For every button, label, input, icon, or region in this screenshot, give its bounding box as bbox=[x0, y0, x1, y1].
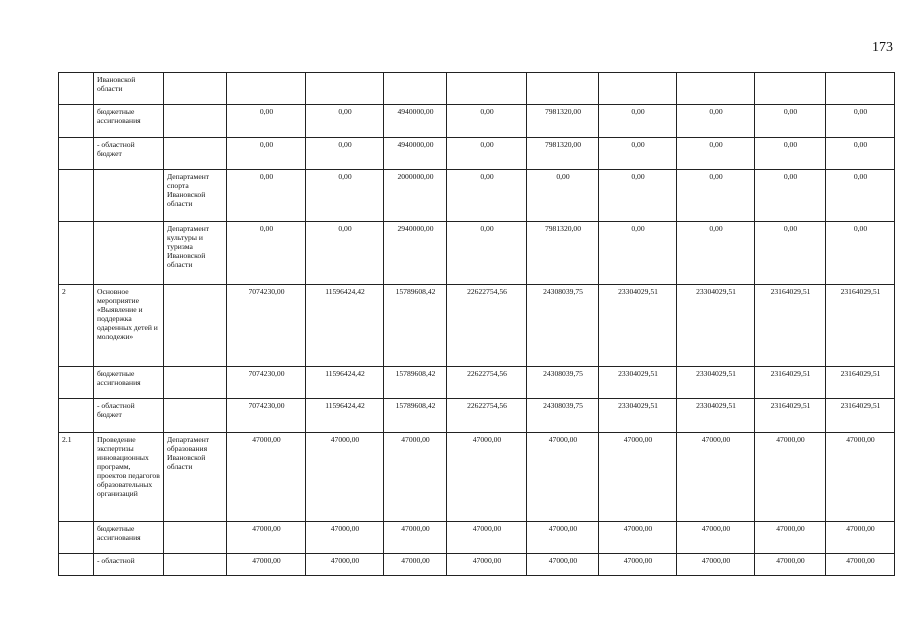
amount-cell: 47000,00 bbox=[599, 433, 677, 522]
amount-cell: 22622754,56 bbox=[447, 367, 527, 399]
amount-cell: 0,00 bbox=[227, 138, 306, 170]
amount-cell: 15789608,42 bbox=[384, 399, 447, 433]
amount-cell: 11596424,42 bbox=[306, 399, 384, 433]
item-name-cell: - областной бюджет bbox=[94, 138, 164, 170]
item-name-cell: - областной бюджет bbox=[94, 399, 164, 433]
amount-cell: 0,00 bbox=[826, 170, 895, 222]
amount-cell: 0,00 bbox=[677, 222, 755, 285]
amount-cell: 0,00 bbox=[447, 222, 527, 285]
row-number-cell bbox=[59, 367, 94, 399]
amount-cell: 47000,00 bbox=[447, 433, 527, 522]
amount-cell: 0,00 bbox=[599, 170, 677, 222]
table-row bbox=[59, 433, 895, 522]
amount-cell bbox=[527, 73, 599, 105]
amount-cell: 47000,00 bbox=[599, 522, 677, 554]
amount-cell: 7981320,00 bbox=[527, 105, 599, 138]
amount-cell: 23164029,51 bbox=[826, 285, 895, 367]
amount-cell: 0,00 bbox=[447, 170, 527, 222]
table-row bbox=[59, 367, 895, 399]
item-name-cell: бюджетные ассигнования bbox=[94, 367, 164, 399]
item-name-cell: Основное мероприятие «Выявление и поддержка одаренных детей и молодежи» bbox=[94, 285, 164, 367]
amount-cell: 7981320,00 bbox=[527, 138, 599, 170]
amount-cell bbox=[447, 73, 527, 105]
amount-cell: 47000,00 bbox=[527, 433, 599, 522]
amount-cell: 47000,00 bbox=[826, 522, 895, 554]
amount-cell: 47000,00 bbox=[227, 554, 306, 576]
row-number-cell bbox=[59, 222, 94, 285]
table-row bbox=[59, 170, 895, 222]
amount-cell: 0,00 bbox=[599, 222, 677, 285]
amount-cell bbox=[677, 73, 755, 105]
amount-cell: 0,00 bbox=[599, 138, 677, 170]
amount-cell: 0,00 bbox=[527, 170, 599, 222]
row-number-cell bbox=[59, 105, 94, 138]
amount-cell: 0,00 bbox=[755, 222, 826, 285]
amount-cell: 23304029,51 bbox=[599, 399, 677, 433]
page-number: 173 bbox=[872, 40, 893, 55]
row-number-cell: 2 bbox=[59, 285, 94, 367]
table-row bbox=[59, 285, 895, 367]
amount-cell: 0,00 bbox=[227, 170, 306, 222]
amount-cell: 47000,00 bbox=[826, 433, 895, 522]
amount-cell: 0,00 bbox=[599, 105, 677, 138]
table-row bbox=[59, 399, 895, 433]
amount-cell: 15789608,42 bbox=[384, 367, 447, 399]
amount-cell: 0,00 bbox=[677, 170, 755, 222]
budget-table bbox=[58, 72, 895, 576]
row-number-cell bbox=[59, 138, 94, 170]
executor-cell bbox=[164, 73, 227, 105]
amount-cell: 0,00 bbox=[826, 138, 895, 170]
amount-cell bbox=[826, 73, 895, 105]
amount-cell: 23304029,51 bbox=[599, 367, 677, 399]
amount-cell: 47000,00 bbox=[227, 433, 306, 522]
amount-cell: 47000,00 bbox=[677, 433, 755, 522]
amount-cell: 47000,00 bbox=[677, 554, 755, 576]
row-number-cell: 2.1 bbox=[59, 433, 94, 522]
table-row bbox=[59, 554, 895, 576]
executor-cell: Департамент образования Ивановской области bbox=[164, 433, 227, 522]
item-name-cell: бюджетные ассигнования bbox=[94, 105, 164, 138]
executor-cell bbox=[164, 285, 227, 367]
amount-cell: 23304029,51 bbox=[599, 285, 677, 367]
amount-cell: 0,00 bbox=[447, 138, 527, 170]
amount-cell: 23304029,51 bbox=[677, 285, 755, 367]
table-row bbox=[59, 222, 895, 285]
amount-cell: 23164029,51 bbox=[826, 399, 895, 433]
executor-cell bbox=[164, 399, 227, 433]
amount-cell: 47000,00 bbox=[227, 522, 306, 554]
amount-cell: 47000,00 bbox=[826, 554, 895, 576]
executor-cell bbox=[164, 554, 227, 576]
amount-cell: 0,00 bbox=[306, 138, 384, 170]
amount-cell: 2000000,00 bbox=[384, 170, 447, 222]
amount-cell: 24308039,75 bbox=[527, 285, 599, 367]
amount-cell bbox=[227, 73, 306, 105]
item-name-cell: Ивановской области bbox=[94, 73, 164, 105]
amount-cell: 0,00 bbox=[447, 105, 527, 138]
amount-cell: 7074230,00 bbox=[227, 367, 306, 399]
row-number-cell bbox=[59, 554, 94, 576]
amount-cell: 24308039,75 bbox=[527, 367, 599, 399]
amount-cell bbox=[755, 73, 826, 105]
amount-cell bbox=[306, 73, 384, 105]
amount-cell: 47000,00 bbox=[755, 433, 826, 522]
amount-cell: 7074230,00 bbox=[227, 399, 306, 433]
amount-cell: 47000,00 bbox=[527, 522, 599, 554]
amount-cell: 23304029,51 bbox=[677, 399, 755, 433]
item-name-cell: бюджетные ассигнования bbox=[94, 522, 164, 554]
row-number-cell bbox=[59, 522, 94, 554]
amount-cell: 0,00 bbox=[227, 105, 306, 138]
amount-cell: 0,00 bbox=[677, 138, 755, 170]
row-number-cell bbox=[59, 170, 94, 222]
amount-cell: 0,00 bbox=[306, 170, 384, 222]
amount-cell: 7074230,00 bbox=[227, 285, 306, 367]
amount-cell: 23164029,51 bbox=[755, 285, 826, 367]
amount-cell: 2940000,00 bbox=[384, 222, 447, 285]
amount-cell: 0,00 bbox=[677, 105, 755, 138]
executor-cell bbox=[164, 105, 227, 138]
amount-cell: 0,00 bbox=[826, 222, 895, 285]
executor-cell bbox=[164, 138, 227, 170]
table-row bbox=[59, 73, 895, 105]
row-number-cell bbox=[59, 399, 94, 433]
amount-cell: 0,00 bbox=[826, 105, 895, 138]
amount-cell: 11596424,42 bbox=[306, 285, 384, 367]
amount-cell: 0,00 bbox=[306, 105, 384, 138]
amount-cell: 7981320,00 bbox=[527, 222, 599, 285]
item-name-cell: - областной bbox=[94, 554, 164, 576]
amount-cell: 47000,00 bbox=[306, 522, 384, 554]
amount-cell: 0,00 bbox=[755, 138, 826, 170]
amount-cell: 47000,00 bbox=[599, 554, 677, 576]
row-number-cell bbox=[59, 73, 94, 105]
executor-cell bbox=[164, 522, 227, 554]
amount-cell: 23164029,51 bbox=[826, 367, 895, 399]
amount-cell: 47000,00 bbox=[306, 433, 384, 522]
amount-cell: 4940000,00 bbox=[384, 105, 447, 138]
amount-cell: 0,00 bbox=[755, 105, 826, 138]
executor-cell: Департамент спорта Ивановской области bbox=[164, 170, 227, 222]
executor-cell: Департамент культуры и туризма Ивановской области bbox=[164, 222, 227, 285]
amount-cell: 47000,00 bbox=[447, 522, 527, 554]
amount-cell: 23304029,51 bbox=[677, 367, 755, 399]
amount-cell: 47000,00 bbox=[527, 554, 599, 576]
amount-cell bbox=[384, 73, 447, 105]
amount-cell: 47000,00 bbox=[677, 522, 755, 554]
amount-cell: 0,00 bbox=[755, 170, 826, 222]
item-name-cell: Проведение экспертизы инновационных программ, проектов педагогов образовательных организаций bbox=[94, 433, 164, 522]
table-row bbox=[59, 522, 895, 554]
table-row bbox=[59, 105, 895, 138]
executor-cell bbox=[164, 367, 227, 399]
table-row bbox=[59, 138, 895, 170]
amount-cell: 47000,00 bbox=[384, 522, 447, 554]
amount-cell: 4940000,00 bbox=[384, 138, 447, 170]
amount-cell: 23164029,51 bbox=[755, 367, 826, 399]
amount-cell: 47000,00 bbox=[384, 433, 447, 522]
amount-cell: 22622754,56 bbox=[447, 399, 527, 433]
item-name-cell bbox=[94, 170, 164, 222]
amount-cell: 47000,00 bbox=[755, 554, 826, 576]
item-name-cell bbox=[94, 222, 164, 285]
amount-cell: 0,00 bbox=[227, 222, 306, 285]
amount-cell bbox=[599, 73, 677, 105]
amount-cell: 0,00 bbox=[306, 222, 384, 285]
amount-cell: 47000,00 bbox=[306, 554, 384, 576]
amount-cell: 47000,00 bbox=[755, 522, 826, 554]
amount-cell: 11596424,42 bbox=[306, 367, 384, 399]
amount-cell: 24308039,75 bbox=[527, 399, 599, 433]
amount-cell: 23164029,51 bbox=[755, 399, 826, 433]
amount-cell: 47000,00 bbox=[447, 554, 527, 576]
amount-cell: 22622754,56 bbox=[447, 285, 527, 367]
amount-cell: 47000,00 bbox=[384, 554, 447, 576]
amount-cell: 15789608,42 bbox=[384, 285, 447, 367]
